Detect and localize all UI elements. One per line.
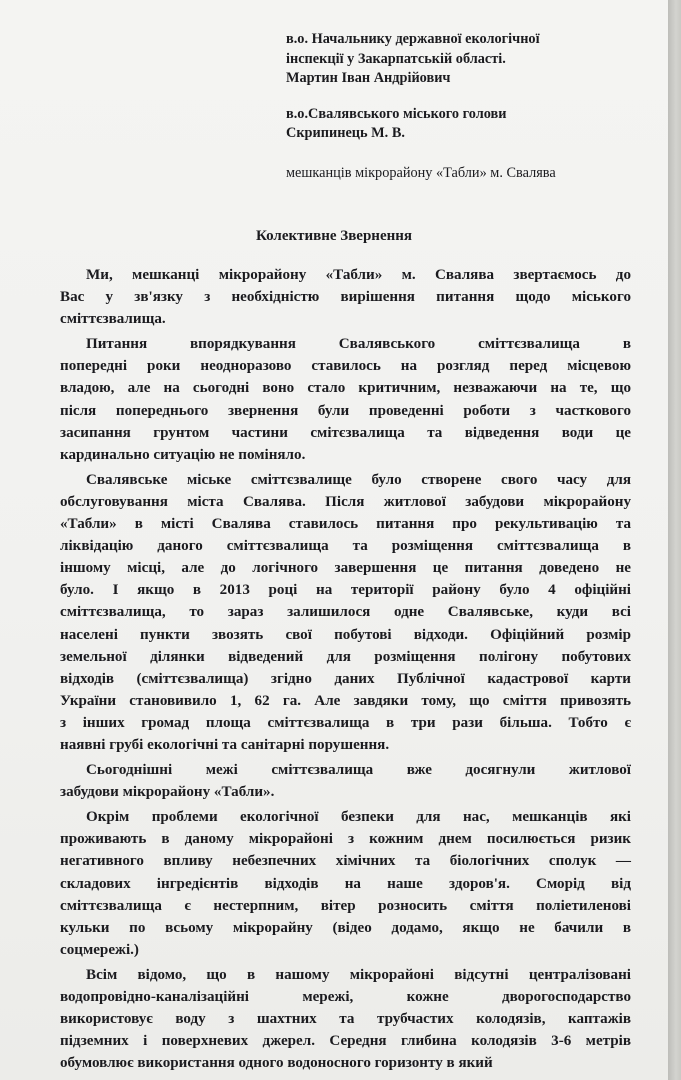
paragraph <box>60 806 631 961</box>
paragraph-line: водопровідно-каналізаційні мережі, кожне дворогосподарство <box>60 989 631 1005</box>
document-title: Колективне Звернення <box>255 228 413 244</box>
paragraph-line: Сьогоднішні межі сміттєзвалища вже досягнули житлової <box>86 762 631 779</box>
paragraph-line: після попереднього звернення були проведенні роботи з часткового <box>60 402 631 419</box>
letter-body <box>60 264 631 1074</box>
paragraph-line: владою, але на сьогодні воно стало критичним, незважаючи на те, що <box>60 380 631 397</box>
paragraph-line: Вас у зв'язку з необхідністю вирішення питання щодо міського <box>60 289 631 306</box>
paragraph-line: Ми, мешканці мікрорайону «Табли» м. Свалява звертаємось до <box>86 267 631 283</box>
paragraph <box>60 469 631 756</box>
paragraph-line: було. І якщо в 2013 році на території району було 4 офіційні <box>60 582 631 599</box>
paragraph-line: кульки по всьому мікрорайну (відео додамо, якщо не бачили в <box>60 919 631 936</box>
recipient-line: в.о.Свалявського міського голови <box>286 105 507 122</box>
paragraph-line: підземних і поверхневих джерел. Середня глибина колодязів 3-6 метрів <box>60 1033 631 1050</box>
recipient-line: Мартин Іван Андрійович <box>286 70 451 86</box>
paragraph <box>60 264 631 330</box>
paragraph-line: населені пункти звозять свої побутові відходи. Офіційний розмір <box>60 626 631 643</box>
paragraph-line: земельної ділянки відведений для розміщення полігону побутових <box>60 648 631 665</box>
paragraph-line: негативного впливу небезпечних хімічних та біологічних сполук — <box>60 853 631 870</box>
sender-line: мешканців мікрорайону «Табли» м. Свалява <box>286 164 556 181</box>
paragraph-line: наявні грубі екологічні та санітарні порушення. <box>60 736 390 753</box>
letter-header <box>286 30 656 183</box>
paragraph-line: Питання впорядкування Свалявського сміттєзвалища в <box>86 336 631 353</box>
paragraph-line: сміттєзвалища. <box>60 311 166 328</box>
paragraph-line: «Табли» в місті Свалява ставилось питання про рекультивацію та <box>60 516 631 533</box>
paragraph <box>60 333 631 466</box>
paragraph-line: обслуговування міста Свалява. Після житлової забудови мікрорайону <box>60 493 631 510</box>
paragraph-line: соцмережі.) <box>60 941 139 958</box>
paragraph-line: складових інгредієнтів відходів на наше здоров'я. Сморід від <box>60 875 631 892</box>
paragraph-line: Всім відомо, що в нашому мікрорайоні відсутні централізовані <box>86 966 631 983</box>
recipient-line: інспекції у Закарпатській області. <box>286 50 506 67</box>
paragraph <box>60 964 631 1074</box>
recipient-line: Скрипинець М. В. <box>286 125 405 141</box>
paragraph <box>60 759 631 803</box>
paragraph-line: проживають в даному мікрорайоні з кожним днем посилюється ризик <box>60 831 631 848</box>
paragraph-line: іншому місці, але до логічного завершення це питання доведено не <box>60 560 631 577</box>
paragraph-line: сміттєзвалища, то зараз залишилося одне Свалявське, куди всі <box>60 604 631 621</box>
paragraph-line: відходів (сміттєзвалища) згідно даних Публічної кадастрової карти <box>60 670 631 687</box>
recipient-line: в.о. Начальнику державної екологічної <box>286 31 540 47</box>
paragraph-line: Свалявське міське сміттєзвалище було створене свого часу для <box>86 471 631 488</box>
background-surface <box>668 0 681 1080</box>
paragraph-line: використовує воду з шахтних та трубчастих колодязів, каптажів <box>60 1011 631 1028</box>
paragraph-line: засипання грунтом частини смітєзвалища та відведення води це <box>60 424 631 441</box>
paragraph-line: забудови мікрорайону «Табли». <box>60 784 275 801</box>
paragraph-line: ліквідацію даного сміттєзвалища та розміщення сміттєзвалища в <box>60 538 631 555</box>
paragraph-line: з інших громад площа сміттєзвалища в три рази більша. Тобто є <box>60 714 631 731</box>
paragraph-line: України становивило 1, 62 га. Але завдяки тому, що сміття привозять <box>60 692 631 709</box>
paragraph-line: Окрім проблеми екологічної безпеки для нас, мешканців які <box>86 809 631 826</box>
paragraph-line: сміттєзвалища є нестерпним, вітер розносить сміття поліетиленові <box>60 897 631 914</box>
paragraph-line: обумовлює використання одного водоносного горизонту в який <box>60 1055 493 1072</box>
paragraph-line: кардинально ситуацію не поміняло. <box>60 446 306 463</box>
paragraph-line: попередні роки неодноразово ставилось на розгляд перед місцевою <box>60 358 631 375</box>
